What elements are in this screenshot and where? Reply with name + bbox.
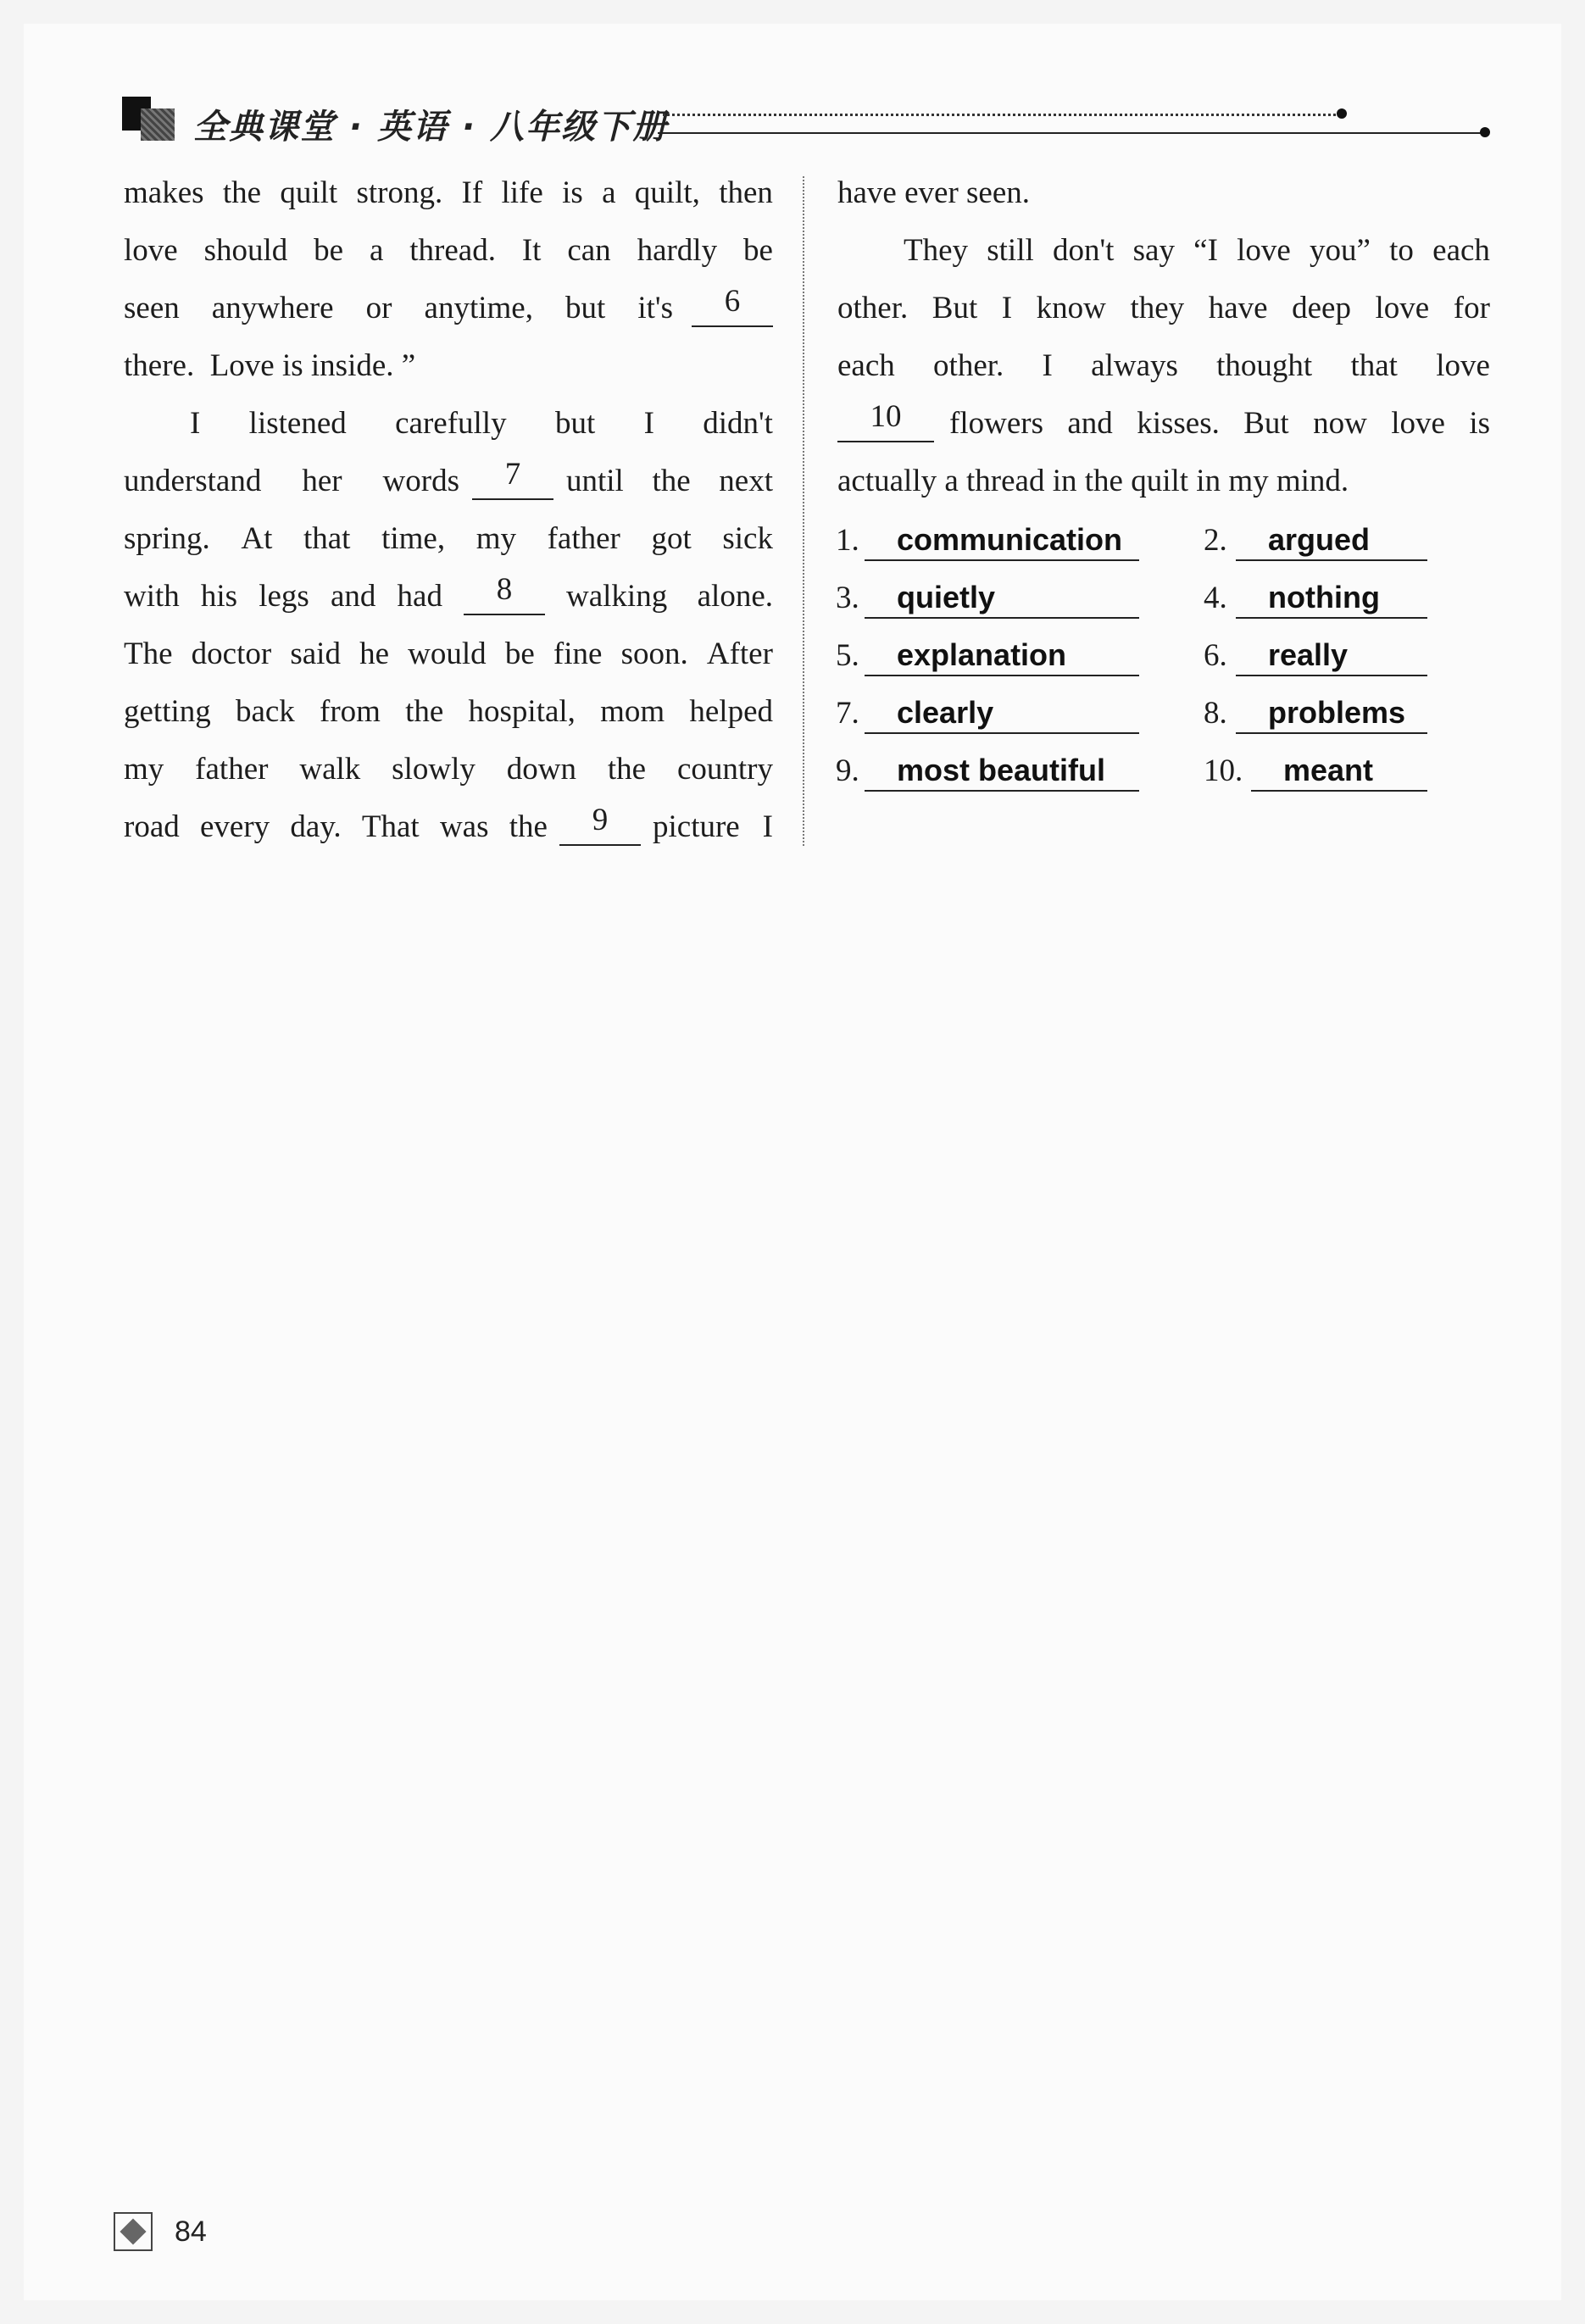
text-line	[124, 395, 773, 453]
answer-row	[836, 742, 1514, 800]
word: soon.	[620, 637, 688, 671]
word: don't	[1052, 233, 1115, 268]
header-dotted-rule	[663, 114, 1341, 116]
text-line	[837, 395, 1490, 453]
word: had	[397, 579, 442, 614]
text-line	[124, 568, 773, 625]
book-logo-icon	[122, 97, 181, 144]
answer-row	[836, 512, 1514, 570]
word: fine	[553, 637, 603, 671]
word: the	[652, 464, 691, 498]
word: day.	[290, 809, 342, 844]
word: I	[643, 406, 654, 441]
blank-8: 8	[464, 568, 545, 615]
word: love	[124, 233, 178, 268]
answer-number: 5.	[836, 638, 859, 673]
word: can	[567, 233, 611, 268]
answer-value: really	[1236, 634, 1427, 676]
answer-value: clearly	[865, 692, 1139, 734]
word: anytime,	[424, 291, 533, 325]
word: walk	[299, 752, 361, 787]
answer-row	[836, 570, 1514, 627]
blank-7: 7	[472, 453, 553, 500]
word: hardly	[637, 233, 718, 268]
text-line	[124, 222, 773, 280]
word: After	[706, 637, 773, 671]
answer-value: meant	[1251, 749, 1427, 792]
word: But	[1243, 406, 1289, 441]
answer-row	[836, 685, 1514, 742]
word-group	[124, 453, 459, 510]
word: but	[565, 291, 606, 325]
word: It	[521, 233, 542, 268]
word: quilt,	[634, 175, 700, 210]
word: I	[1001, 291, 1013, 325]
word: I	[762, 809, 773, 844]
word: love	[1391, 406, 1445, 441]
word: next	[719, 464, 773, 498]
answer-number: 10.	[1204, 753, 1243, 788]
word: time,	[381, 521, 446, 556]
word: a	[602, 175, 616, 210]
answer-value: problems	[1236, 692, 1427, 734]
word: still	[987, 233, 1034, 268]
word: sick	[722, 521, 773, 556]
word: from	[320, 694, 381, 729]
word: now	[1313, 406, 1367, 441]
word-group	[653, 798, 773, 856]
answer-value: communication	[865, 519, 1139, 561]
word: alone.	[697, 579, 773, 614]
text-line	[124, 453, 773, 510]
word-group	[949, 395, 1490, 453]
word: my	[475, 521, 516, 556]
column-divider	[803, 176, 804, 846]
word: words	[382, 464, 459, 498]
text-line	[837, 280, 1490, 337]
text-line	[837, 453, 1490, 510]
word: it's	[637, 291, 673, 325]
word: that	[1350, 348, 1398, 383]
word: the	[405, 694, 444, 729]
page-diamond-icon	[114, 2212, 153, 2251]
word: strong.	[356, 175, 443, 210]
book-header-title: 全典课堂 · 英语 · 八年级下册	[193, 108, 669, 147]
word: each	[1432, 233, 1490, 268]
blank-9: 9	[559, 798, 641, 846]
text-line	[837, 222, 1490, 280]
answer-key	[836, 512, 1514, 800]
text-line	[124, 280, 773, 337]
word: The	[124, 637, 173, 671]
header-dot	[1480, 127, 1490, 137]
word: other.	[837, 291, 909, 325]
text-line	[124, 337, 773, 395]
word: carefully	[395, 406, 507, 441]
word-group	[124, 280, 673, 337]
word: flowers	[949, 406, 1043, 441]
answer-number: 7.	[836, 696, 859, 731]
word: I	[190, 406, 201, 441]
blank-6: 6	[692, 280, 773, 327]
word-group	[124, 798, 548, 856]
word: or	[365, 291, 392, 325]
word: thought	[1216, 348, 1313, 383]
word: be	[742, 233, 773, 268]
answer-number: 1.	[836, 523, 859, 558]
word: At	[241, 521, 273, 556]
answer-row	[836, 627, 1514, 685]
word: a	[369, 233, 384, 268]
line-text: actually a thread in the quilt in my mind.	[837, 464, 1349, 498]
word: deep	[1292, 291, 1351, 325]
word: be	[504, 637, 535, 671]
text-line	[124, 625, 773, 683]
word: is	[562, 175, 583, 210]
word: listened	[248, 406, 347, 441]
word-group	[566, 453, 773, 510]
header-dot	[1337, 108, 1347, 119]
word: walking	[566, 579, 668, 614]
word: love	[1436, 348, 1490, 383]
word: If	[461, 175, 483, 210]
word: each	[837, 348, 895, 383]
answer-number: 6.	[1204, 638, 1227, 673]
word: kisses.	[1137, 406, 1220, 441]
word: quilt	[280, 175, 338, 210]
word: road	[124, 809, 180, 844]
word: father	[547, 521, 620, 556]
word: is	[1469, 406, 1490, 441]
word: have	[1208, 291, 1268, 325]
word: father	[195, 752, 269, 787]
word: the	[607, 752, 647, 787]
word: you”	[1310, 233, 1371, 268]
word: back	[235, 694, 295, 729]
text-line	[837, 337, 1490, 395]
word: be	[314, 233, 344, 268]
word: my	[124, 752, 164, 787]
line-text: there. Love is inside. ”	[124, 348, 416, 383]
word: they	[1130, 291, 1185, 325]
word: always	[1091, 348, 1178, 383]
answer-number: 3.	[836, 581, 859, 615]
word: he	[359, 637, 390, 671]
answer-value: explanation	[865, 634, 1139, 676]
word: with	[124, 579, 180, 614]
word: but	[554, 406, 596, 441]
word: thread.	[409, 233, 496, 268]
word: life	[501, 175, 543, 210]
word: for	[1453, 291, 1490, 325]
text-line	[124, 798, 773, 856]
text-line	[124, 510, 773, 568]
word: mom	[600, 694, 665, 729]
answer-value: argued	[1236, 519, 1427, 561]
word: getting	[124, 694, 211, 729]
answer-number: 9.	[836, 753, 859, 788]
word: the	[222, 175, 262, 210]
word: helped	[689, 694, 773, 729]
answer-value: most beautiful	[865, 749, 1139, 792]
word: makes	[124, 175, 204, 210]
word: said	[290, 637, 341, 671]
text-line	[124, 164, 773, 222]
word: “I	[1193, 233, 1218, 268]
text-line	[124, 741, 773, 798]
answer-number: 8.	[1204, 696, 1227, 731]
word: love	[1237, 233, 1291, 268]
word: down	[506, 752, 576, 787]
right-column	[837, 164, 1490, 510]
word: the	[509, 809, 548, 844]
header-solid-rule	[658, 132, 1488, 134]
page-number: 84	[175, 2216, 207, 2248]
word: that	[303, 521, 351, 556]
word: slowly	[392, 752, 475, 787]
answer-value: quietly	[865, 576, 1139, 619]
word: to	[1389, 233, 1414, 268]
answer-number: 2.	[1204, 523, 1227, 558]
word-group	[124, 568, 442, 625]
word: legs	[259, 579, 309, 614]
word: love	[1375, 291, 1430, 325]
word: spring.	[124, 521, 210, 556]
word-group	[566, 568, 773, 625]
word: know	[1036, 291, 1106, 325]
word: But	[932, 291, 978, 325]
blank-10: 10	[837, 395, 934, 442]
word: anywhere	[211, 291, 334, 325]
word: seen	[124, 291, 180, 325]
word: and	[1067, 406, 1113, 441]
word: got	[651, 521, 692, 556]
answer-value: nothing	[1236, 576, 1427, 619]
text-line	[124, 683, 773, 741]
word: then	[719, 175, 773, 210]
word: would	[408, 637, 487, 671]
word: until	[566, 464, 624, 498]
word: country	[676, 752, 773, 787]
word: and	[330, 579, 376, 614]
word: should	[203, 233, 288, 268]
word: was	[439, 809, 489, 844]
answer-number: 4.	[1204, 581, 1227, 615]
word: her	[302, 464, 342, 498]
left-column	[124, 164, 773, 856]
word: other.	[933, 348, 1004, 383]
word: his	[200, 579, 238, 614]
word: That	[361, 809, 420, 844]
word: understand	[124, 464, 262, 498]
word: didn't	[703, 406, 773, 441]
word: hospital,	[468, 694, 576, 729]
word: They	[904, 233, 969, 268]
word: doctor	[191, 637, 272, 671]
text-line	[837, 164, 1490, 222]
word: I	[1042, 348, 1053, 383]
word: picture	[653, 809, 740, 844]
word: every	[199, 809, 270, 844]
word: say	[1132, 233, 1175, 268]
line-text: have ever seen.	[837, 175, 1031, 210]
